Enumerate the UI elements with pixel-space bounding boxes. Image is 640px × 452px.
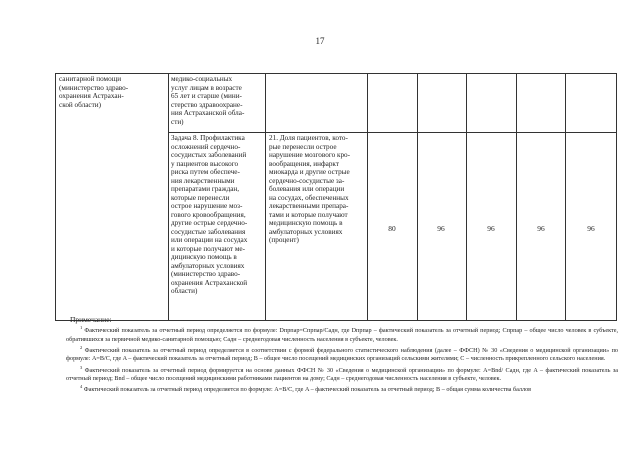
footnote-number: 2 — [80, 344, 83, 350]
footnote-text: Фактический показатель за отчетный период формируется на основе данных ФФСН № 30 «Сведения о медицинской организации» по формуле: A=Bnd/ Cадн, где A – фактический показатель за отчетный период; Bnd – общее число посещений медицинскими работниками пациентов на дому; Cадн – среднегодовая численность населения в субъекте, человек. — [66, 366, 619, 382]
column-divider — [417, 74, 418, 320]
measure-cell: медико-социальных услуг лицам в возрасте 65 лет и старше (мини- стерство здравоохране- ния Астраханской обла- сти) — [171, 75, 245, 126]
footnote — [66, 324, 618, 344]
column-divider — [565, 74, 566, 320]
task-cell: Задача 8. Профилактика осложнений сердечно- сосудистых заболеваний у пациентов высокого риска путем обеспече- ния лекарственными препаратами граждан, которые перенесли острое нарушение моз- гового кровообращения, другие острые сердечно- сосудистые заболевания или операции на сосудах и которые получают ме- дицинскую помощь в амбулаторных условиях (министерство здраво- охранения Астраханской области) — [171, 134, 248, 295]
value-cell: 96 — [487, 224, 495, 233]
footnote-number: 4 — [80, 384, 83, 390]
footnote-number: 3 — [80, 364, 83, 370]
value-cell: 96 — [437, 224, 445, 233]
indicators-table — [55, 73, 617, 321]
footnote — [66, 383, 618, 394]
notes-section — [66, 316, 618, 395]
column-divider — [168, 74, 169, 320]
indicator-cell: 21. Доля пациентов, кото- рые перенесли острое нарушение мозгового кро- вообращения, инфаркт миокарда и другие острые сердечно-сосудистые за- болевания или операции на сосудах, обеспеченных лекарственными препара- тами и которые получают медицинскую помощь в амбулаторных условиях (процент) — [269, 134, 351, 244]
page-number: 17 — [315, 36, 325, 46]
footnote-text: Фактический показатель за отчетный период определяется в соответствии с формой федерального статистического наблюдения (далее – ФФСН) № 30 «Сведения о медицинской организации» по формуле: A=B/C, где A – фактический показатель за отчетный период; B – общее число посещений медицинских организаций сельскими жителями; C – численность прикрепленного сельского населения. — [66, 347, 618, 363]
footnote — [66, 344, 618, 364]
column-divider — [367, 74, 368, 320]
notes-title: Примечание: — [70, 315, 112, 324]
footnote-text: Фактический показатель за отчетный период определяется по формуле: Dпрпар=Спрпар/Сaдн, где Dпрпар – фактический показатель за отчетный период; Спрпар – общее число человек в субъекте, обратившихся за первичной медико-санитарной помощью; Сaдн – среднегодовая численность населения в субъекте, человек. — [66, 327, 618, 343]
footnote-text: Фактический показатель за отчетный период определяется по формуле: A=B/C, где A – фактический показатель за отчетный период; B – общая сумма количества баллов — [83, 386, 532, 394]
column-divider — [516, 74, 517, 320]
footnote — [66, 364, 618, 384]
row-divider — [168, 132, 616, 133]
responsible-cell: санитарной помощи (министерство здраво- охранения Астрахан- ской области) — [59, 75, 129, 109]
footnote-number: 1 — [80, 325, 83, 331]
column-divider — [466, 74, 467, 320]
value-cell: 96 — [587, 224, 595, 233]
value-cell: 80 — [388, 224, 396, 233]
value-cell: 96 — [537, 224, 545, 233]
column-divider — [265, 74, 266, 320]
